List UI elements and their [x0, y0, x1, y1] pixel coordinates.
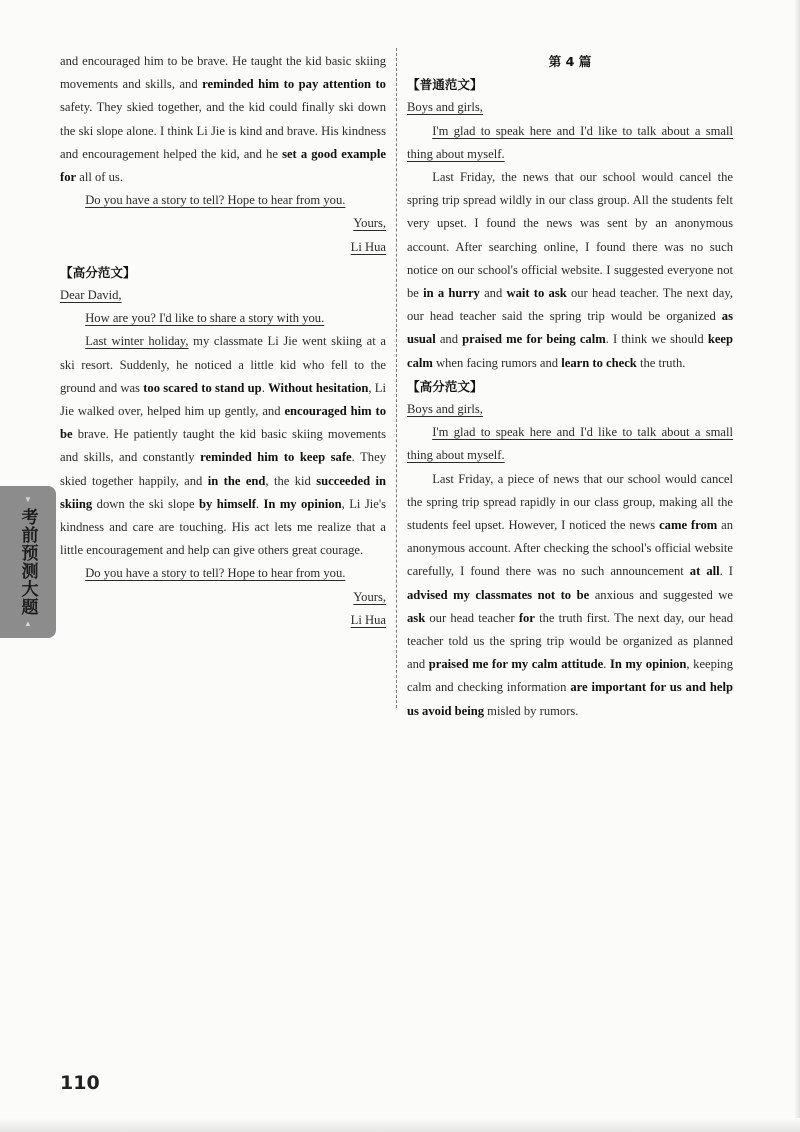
- high-score-heading-2: 【高分范文】: [407, 378, 483, 394]
- part-title: 第 4 篇: [548, 54, 592, 69]
- letter-opening: How are you? I'd like to share a story with you.: [85, 311, 325, 326]
- page-number: 110: [60, 1072, 100, 1094]
- normal-greeting: Boys and girls,: [407, 100, 483, 115]
- prev-essay-paragraph: and encouraged him to be brave. He taught the kid basic skiing movements and skills, and reminded him to pay attention to safety. They skied together, and the kid could finally ski down the ski slope alone. I think Li Jie is kind and brave. His kindness and encouragement helped the kid, and he set a good example for all of us.: [60, 54, 386, 185]
- high-body: Last Friday, a piece of news that our school would cancel the spring trip spread rapidly in our class group, making all the students feel upset. However, I noticed the news came from an anonymous account. After checking the school's official website carefully, I found there was no such announcement at all. I advised my classmates not to be anxious and suggested we ask our head teacher for the truth first. The next day, our head teacher told us the spring trip would be organized as planned and praised me for my calm attitude. In my opinion, keeping calm and checking information are important for us and help us avoid being misled by rumors.: [407, 471, 734, 718]
- left-column: [60, 50, 386, 632]
- letter-signoff: Yours,: [353, 589, 386, 604]
- column-divider: [396, 48, 397, 708]
- normal-opening: I'm glad to speak here and I'd like to talk about a small thing about myself.: [407, 123, 733, 161]
- letter-signature: Li Hua: [350, 612, 386, 627]
- prev-signature: Li Hua: [350, 239, 386, 254]
- normal-body: Last Friday, the news that our school would cancel the spring trip spread wildly in our class group. All the students felt very upset. I found the news was sent by an anonymous account. After searching online, I found there was no such notice on our school's official website. I suggested everyone not be in a hurry and wait to ask our head teacher. The next day, our head teacher said the spring trip would be organized as usual and praised me for being calm. I think we should keep calm when facing rumors and learn to check the truth.: [407, 170, 733, 370]
- page-edge-shadow: [794, 0, 800, 1132]
- high-greeting: Boys and girls,: [407, 402, 483, 417]
- page-bottom-shadow: [0, 1118, 800, 1132]
- high-opening: I'm glad to speak here and I'd like to talk about a small thing about myself.: [407, 425, 733, 463]
- side-section-tab: [0, 486, 56, 638]
- letter-body: Last winter holiday, my classmate Li Jie went skiing at a ski resort. Suddenly, he noticed a little kid who fell to the ground and was too scared to stand up. Without hesitation, Li Jie walked over, helped him up gently, and encouraged him to be brave. He patiently taught the kid basic skiing movements and skills, and constantly reminded him to keep safe. They skied together happily, and in the end, the kid succeeded in skiing down the ski slope by himself. In my opinion, Li Jie's kindness and care are touching. His act lets me realize that a little encouragement and help can give others great courage.: [60, 334, 387, 558]
- triangle-down-icon: ▼: [24, 495, 32, 504]
- triangle-up-icon: ▲: [24, 619, 32, 628]
- normal-essay-heading: 【普通范文】: [407, 77, 483, 93]
- prev-signoff: Yours,: [353, 216, 386, 231]
- high-score-heading: 【高分范文】: [60, 264, 136, 280]
- side-tab-label: 考前预测大题: [17, 508, 38, 616]
- prev-closing-line: Do you have a story to tell? Hope to hear from you.: [85, 193, 346, 208]
- right-column: [407, 50, 733, 723]
- letter-greeting: Dear David,: [60, 288, 122, 303]
- letter-closing: Do you have a story to tell? Hope to hear from you.: [85, 566, 346, 581]
